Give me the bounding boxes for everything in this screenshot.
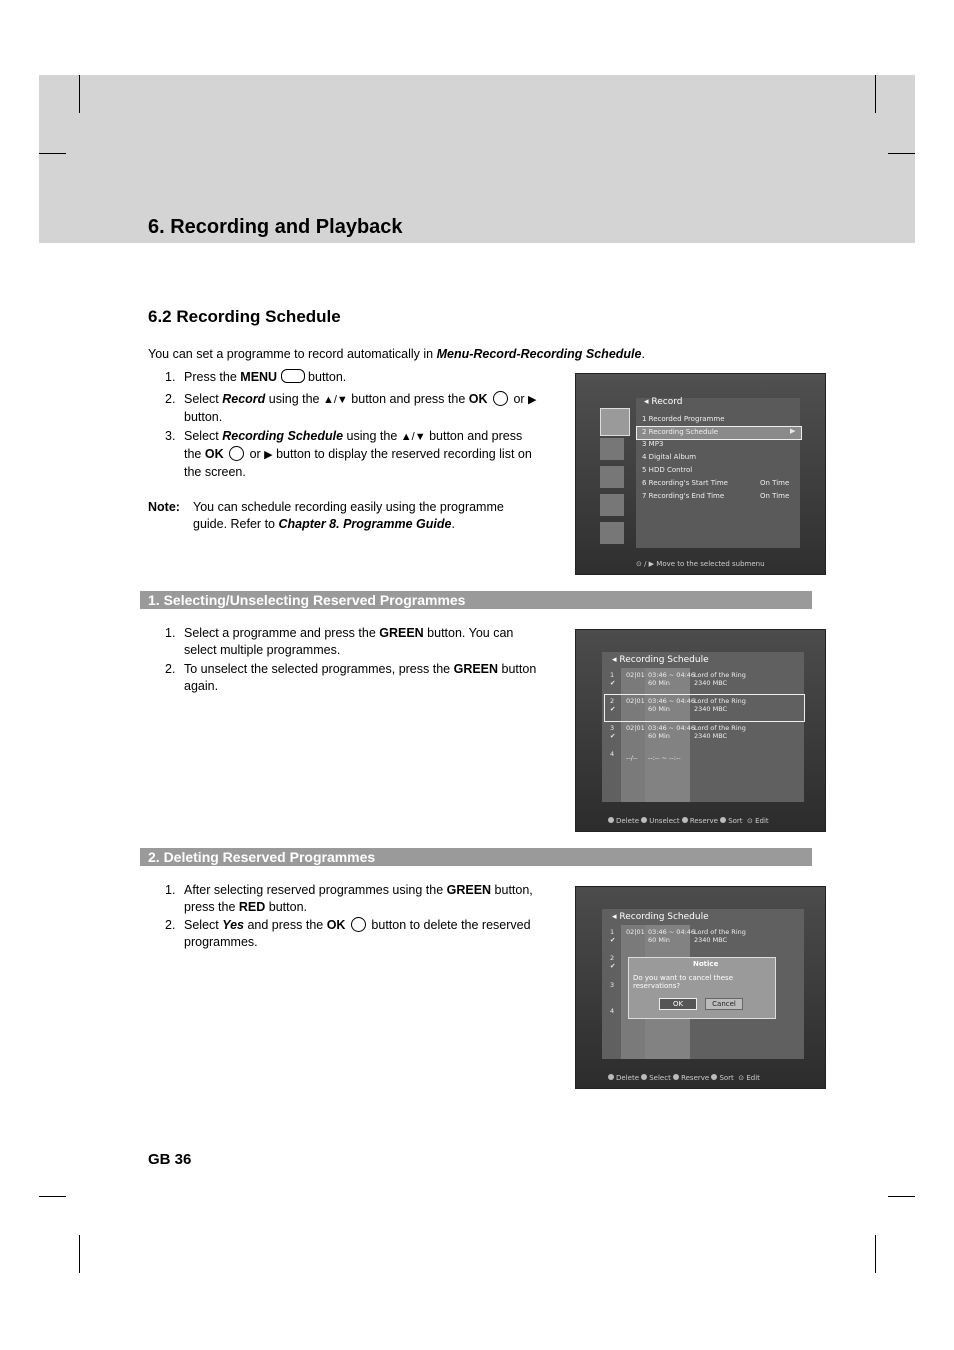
table-row	[648, 671, 695, 687]
step-text: and press the	[244, 918, 327, 932]
red-dot-icon	[608, 1074, 614, 1080]
screen-title: ◂ Record	[644, 397, 683, 407]
step-text: the	[184, 447, 205, 461]
table-row	[648, 928, 695, 944]
crop-mark	[39, 1196, 66, 1197]
screen-title-text: Record	[651, 397, 683, 407]
green-label: GREEN	[453, 662, 499, 676]
red-dot-icon	[608, 817, 614, 823]
menu-item: 4 Digital Album	[642, 453, 697, 461]
ok-label: OK	[204, 447, 224, 461]
duration-cell: 60 Min	[648, 705, 670, 713]
step-text: Select	[184, 918, 223, 932]
table-row	[694, 724, 746, 740]
crop-mark	[875, 75, 876, 113]
duration-cell: 60 Min	[648, 679, 670, 687]
channel-name-cell: 2340 MBC	[694, 936, 728, 944]
delete-step-1	[184, 882, 554, 916]
step-text: button and press the	[347, 392, 469, 406]
search-icon	[600, 522, 624, 544]
step-text: To unselect the selected programmes, press the	[184, 662, 454, 676]
step-text: using the	[343, 429, 401, 443]
record-menu-screenshot	[575, 373, 826, 575]
step-text: button.	[184, 410, 223, 424]
intro-end: .	[641, 347, 645, 361]
channel-cell: --/--	[626, 754, 638, 762]
screen-title-text: Recording Schedule	[619, 912, 709, 922]
step-text: After selecting reserved programmes using the	[184, 883, 447, 897]
step-number: 2.	[165, 392, 176, 406]
table-row	[694, 671, 746, 687]
notice-line: reservations?	[633, 982, 681, 990]
footer-label: Reserve	[689, 817, 718, 825]
yellow-dot-icon	[673, 1074, 679, 1080]
ok-button-icon	[229, 446, 244, 461]
table-row	[648, 697, 695, 713]
table-row	[648, 754, 681, 762]
time-cell: 03:46 ~ 04:46	[648, 928, 696, 936]
ok-button-icon	[351, 917, 366, 932]
footer-label: Delete	[616, 817, 639, 825]
step-text: button and press	[425, 429, 523, 443]
step-text: button to display the reserved recording list on	[272, 447, 532, 461]
select-step-2	[184, 661, 554, 695]
step-text: Select	[184, 392, 223, 406]
step-text: press the	[184, 900, 239, 914]
notice-title: Notice	[693, 960, 719, 968]
row-number: 4	[610, 1007, 615, 1015]
step-number: 2.	[165, 918, 176, 932]
screen-title: ◂ Recording Schedule	[612, 655, 709, 665]
channel-name-cell: 2340 MBC	[694, 732, 728, 740]
files-icon	[600, 466, 624, 488]
time-cell: 03:46 ~ 04:46	[648, 724, 696, 732]
menu-item: 7 Recording's End Time	[642, 492, 725, 500]
ok-label: OK	[468, 392, 488, 406]
step-text: button,	[491, 883, 533, 897]
recording-schedule-label: Recording Schedule	[222, 429, 344, 443]
settings-icon	[600, 438, 624, 460]
crop-mark	[79, 75, 80, 113]
delete-step-2	[184, 917, 554, 951]
delete-notice-screenshot	[575, 886, 826, 1089]
menu-path: Menu-Record-Recording Schedule	[436, 347, 642, 361]
ok-label: OK	[326, 918, 346, 932]
time-cell: 03:46 ~ 04:46	[648, 671, 696, 679]
crop-mark	[39, 153, 66, 154]
step-number: 1.	[165, 370, 176, 384]
table-row	[610, 981, 614, 989]
duration-cell: 60 Min	[648, 732, 670, 740]
recording-schedule-screenshot	[575, 629, 826, 832]
step-text: programmes.	[184, 935, 258, 949]
table-row: 1 ✔	[610, 928, 616, 944]
up-down-arrow-icon: ▲/▼	[400, 431, 426, 443]
channel-cell: 02|01	[626, 928, 645, 936]
step-1	[184, 369, 554, 386]
screen-footer: Delete Unselect Reserve Sort ⊙ Edit	[608, 817, 769, 825]
menu-item: 3 MP3	[642, 440, 664, 448]
footer-label: Sort	[719, 1074, 734, 1082]
intro-text: You can set a programme to record automatically in	[148, 347, 437, 361]
channel-name-cell: 2340 MBC	[694, 679, 728, 687]
crop-mark	[79, 1235, 80, 1273]
up-down-arrow-icon: ▲/▼	[322, 394, 348, 406]
step-number: 1.	[165, 626, 176, 640]
step-3	[184, 428, 554, 481]
row-number: 3	[610, 981, 615, 989]
column-shade	[621, 668, 645, 802]
crop-mark	[875, 1235, 876, 1273]
screen-footer: ⊙ / ▶ Move to the selected submenu	[636, 560, 765, 568]
blue-dot-icon	[711, 1074, 717, 1080]
duration-cell: 60 Min	[648, 936, 670, 944]
menu-value: On Time	[760, 492, 790, 500]
table-row	[626, 754, 638, 762]
step-text: Select a programme and press the	[184, 626, 380, 640]
table-row: 3 ✔	[610, 724, 616, 740]
intro-paragraph	[148, 346, 645, 363]
select-step-1	[184, 625, 554, 659]
step-text: the screen.	[184, 465, 246, 479]
menu-value: On Time	[760, 479, 790, 487]
right-arrow-icon: ▶	[264, 449, 273, 461]
table-row: 2 ✔	[610, 697, 616, 713]
menu-button-icon	[281, 369, 305, 383]
time-cell: --:-- ~ --:--	[648, 754, 681, 762]
channel-name-cell: 2340 MBC	[694, 705, 728, 713]
step-number: 3.	[165, 429, 176, 443]
step-text: using the	[265, 392, 323, 406]
page-number: GB 36	[148, 1151, 192, 1168]
time-cell: 03:46 ~ 04:46	[648, 697, 696, 705]
record-label: Record	[222, 392, 266, 406]
crop-mark	[888, 1196, 915, 1197]
note-line: guide. Refer to	[193, 517, 279, 531]
green-dot-icon	[641, 817, 647, 823]
note-line: .	[451, 517, 455, 531]
menu-item: 1 Recorded Programme	[642, 415, 725, 423]
row-number: 1	[610, 928, 615, 936]
table-row	[694, 697, 746, 713]
notice-line: Do you want to cancel these	[633, 974, 733, 982]
notice-message	[633, 974, 733, 990]
menu-item: 2 Recording Schedule	[642, 428, 719, 436]
footer-label: Sort	[728, 817, 743, 825]
step-number: 1.	[165, 883, 176, 897]
table-row	[626, 928, 645, 936]
step-text: button.	[304, 370, 347, 384]
channel-cell: 02|01	[626, 724, 645, 732]
media-icon	[600, 494, 624, 516]
notice-dialog	[628, 957, 776, 1019]
screen-title: ◂ Recording Schedule	[612, 912, 709, 922]
footer-label: Edit	[746, 1074, 760, 1082]
step-text: or	[246, 447, 265, 461]
ok-button-icon	[493, 391, 508, 406]
row-number: 1	[610, 671, 615, 679]
cancel-button[interactable]: Cancel	[705, 998, 743, 1010]
footer-text: Move to the selected submenu	[656, 560, 765, 568]
step-text: button.	[265, 900, 307, 914]
footer-label: Unselect	[649, 817, 680, 825]
row-number: 3	[610, 724, 615, 732]
note-line: You can schedule recording easily using the programme	[193, 500, 504, 514]
section-bar-title: 1. Selecting/Unselecting Reserved Programmes	[148, 592, 466, 608]
yellow-dot-icon	[682, 817, 688, 823]
section-title: 6.2 Recording Schedule	[148, 307, 341, 326]
step-text: button to delete the reserved	[367, 918, 531, 932]
table-row	[626, 724, 645, 732]
programme-cell: Lord of the Ring	[694, 928, 746, 936]
menu-item: 5 HDD Control	[642, 466, 693, 474]
programme-cell: Lord of the Ring	[694, 697, 746, 705]
table-row: 2 ✔	[610, 954, 616, 970]
green-label: GREEN	[379, 626, 424, 640]
yes-label: Yes	[222, 918, 244, 932]
footer-label: Delete	[616, 1074, 639, 1082]
step-text: or	[509, 392, 529, 406]
row-number: 4	[610, 750, 615, 758]
step-text: button. You can	[423, 626, 514, 640]
screen-title-text: Recording Schedule	[619, 655, 709, 665]
step-text: select multiple programmes.	[184, 643, 341, 657]
right-arrow-icon: ▶	[790, 427, 796, 435]
section-bar	[140, 591, 812, 609]
table-row	[626, 697, 645, 705]
table-row: 1 ✔	[610, 671, 616, 687]
chapter-ref: Chapter 8. Programme Guide	[278, 517, 452, 531]
chapter-title: 6. Recording and Playback	[148, 216, 403, 238]
section-bar-title: 2. Deleting Reserved Programmes	[148, 849, 376, 865]
note-label: Note:	[148, 500, 180, 514]
step-text: Press the	[184, 370, 241, 384]
step-number: 2.	[165, 662, 176, 676]
menu-item: 6 Recording's Start Time	[642, 479, 728, 487]
screen-footer: Delete Select Reserve Sort ⊙ Edit	[608, 1074, 760, 1082]
footer-label: Reserve	[681, 1074, 710, 1082]
menu-label: MENU	[240, 370, 278, 384]
table-row	[648, 724, 695, 740]
red-label: RED	[238, 900, 266, 914]
blue-dot-icon	[720, 817, 726, 823]
table-row	[626, 671, 645, 679]
step-text: again.	[184, 679, 219, 693]
row-number: 2	[610, 697, 615, 705]
step-text: Select	[184, 429, 223, 443]
programme-cell: Lord of the Ring	[694, 671, 746, 679]
note-text	[193, 499, 553, 533]
table-row	[610, 750, 614, 758]
channel-cell: 02|01	[626, 671, 645, 679]
channel-cell: 02|01	[626, 697, 645, 705]
step-text: button	[498, 662, 537, 676]
step-2	[184, 391, 554, 426]
record-icon	[600, 408, 630, 436]
crop-mark	[888, 153, 915, 154]
section-bar	[140, 848, 812, 866]
row-number: 2	[610, 954, 615, 962]
table-row	[610, 1007, 614, 1015]
right-arrow-icon: ▶	[528, 394, 537, 406]
programme-cell: Lord of the Ring	[694, 724, 746, 732]
footer-label: Edit	[755, 817, 769, 825]
green-label: GREEN	[446, 883, 492, 897]
ok-button[interactable]: OK	[659, 998, 697, 1010]
footer-label: Select	[649, 1074, 671, 1082]
green-dot-icon	[641, 1074, 647, 1080]
table-row	[694, 928, 746, 944]
